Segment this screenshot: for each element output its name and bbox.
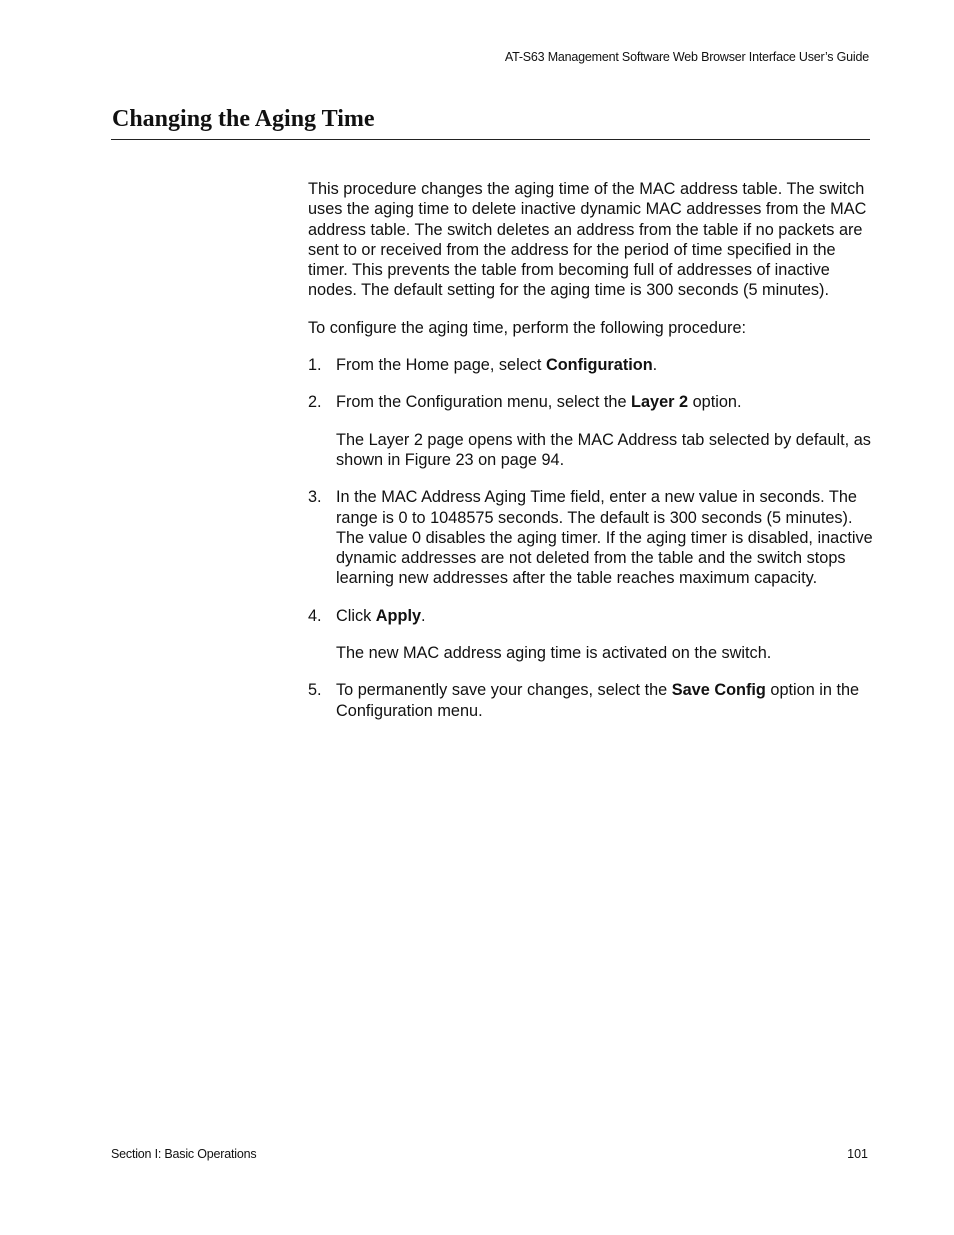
step-text-after: option in the Configuration menu. (336, 681, 860, 720)
step-number: 5. (308, 681, 322, 700)
intro-paragraph: This procedure changes the aging time of the MAC address table. The switch uses the aging time to delete inactive dynamic MAC addresses from the MAC address table. The switch deletes an address from the table if no packets are sent to or received from the address for the period of time specified in the timer. This prevents the table from becoming full of addresses of inactive nodes. The default setting for the aging time is 300 seconds (5 minutes). (308, 180, 867, 300)
step-text-before: From the Configuration menu, select the (336, 393, 632, 412)
footer-section-label: Section I: Basic Operations (111, 1147, 257, 1161)
step-note: The Layer 2 page opens with the MAC Address tab selected by default, as shown in Figure 23 on page 94. (336, 430, 871, 469)
step-bold-term: Apply (375, 606, 422, 625)
step-1 (308, 355, 873, 375)
footer-page-number: 101 (847, 1147, 868, 1161)
step-bold-term: Save Config (671, 681, 766, 700)
lead-in-paragraph: To configure the aging time, perform the following procedure: (308, 318, 747, 337)
step-5 (308, 680, 873, 721)
step-3 (308, 487, 873, 588)
step-number: 4. (308, 606, 322, 625)
section-title: Changing the Aging Time (112, 106, 375, 132)
step-text: In the MAC Address Aging Time field, enter a new value in seconds. The range is 0 to 1048575 seconds. The default is 300 seconds (5 minutes). The value 0 disables the aging timer. If the aging timer is disabled, inactive dynamic addresses are not deleted from the table and the switch stops learning new addresses after the table reaches maximum capacity. (336, 488, 873, 588)
step-text (336, 680, 873, 721)
step-text-after: option. (688, 393, 742, 412)
step-text (336, 606, 873, 626)
running-header: AT-S63 Management Software Web Browser Interface User’s Guide (504, 50, 869, 64)
step-text (336, 392, 873, 412)
step-text-after: . (421, 606, 426, 625)
body-text (308, 179, 873, 738)
step-text-before: Click (336, 606, 376, 625)
step-2 (308, 392, 873, 470)
step-text-after: . (652, 356, 658, 375)
step-note: The new MAC address aging time is activated on the switch. (336, 644, 772, 663)
step-text-before: From the Home page, select (336, 356, 546, 375)
step-bold-term: Configuration (545, 356, 653, 375)
title-rule (111, 139, 870, 140)
step-4 (308, 606, 873, 664)
step-number: 1. (308, 356, 322, 375)
step-text (336, 355, 873, 375)
step-number: 2. (308, 393, 322, 412)
step-bold-term: Layer 2 (631, 393, 689, 412)
step-text-before: To permanently save your changes, select the (336, 681, 672, 700)
procedure-steps (308, 355, 873, 721)
step-number: 3. (308, 488, 322, 507)
